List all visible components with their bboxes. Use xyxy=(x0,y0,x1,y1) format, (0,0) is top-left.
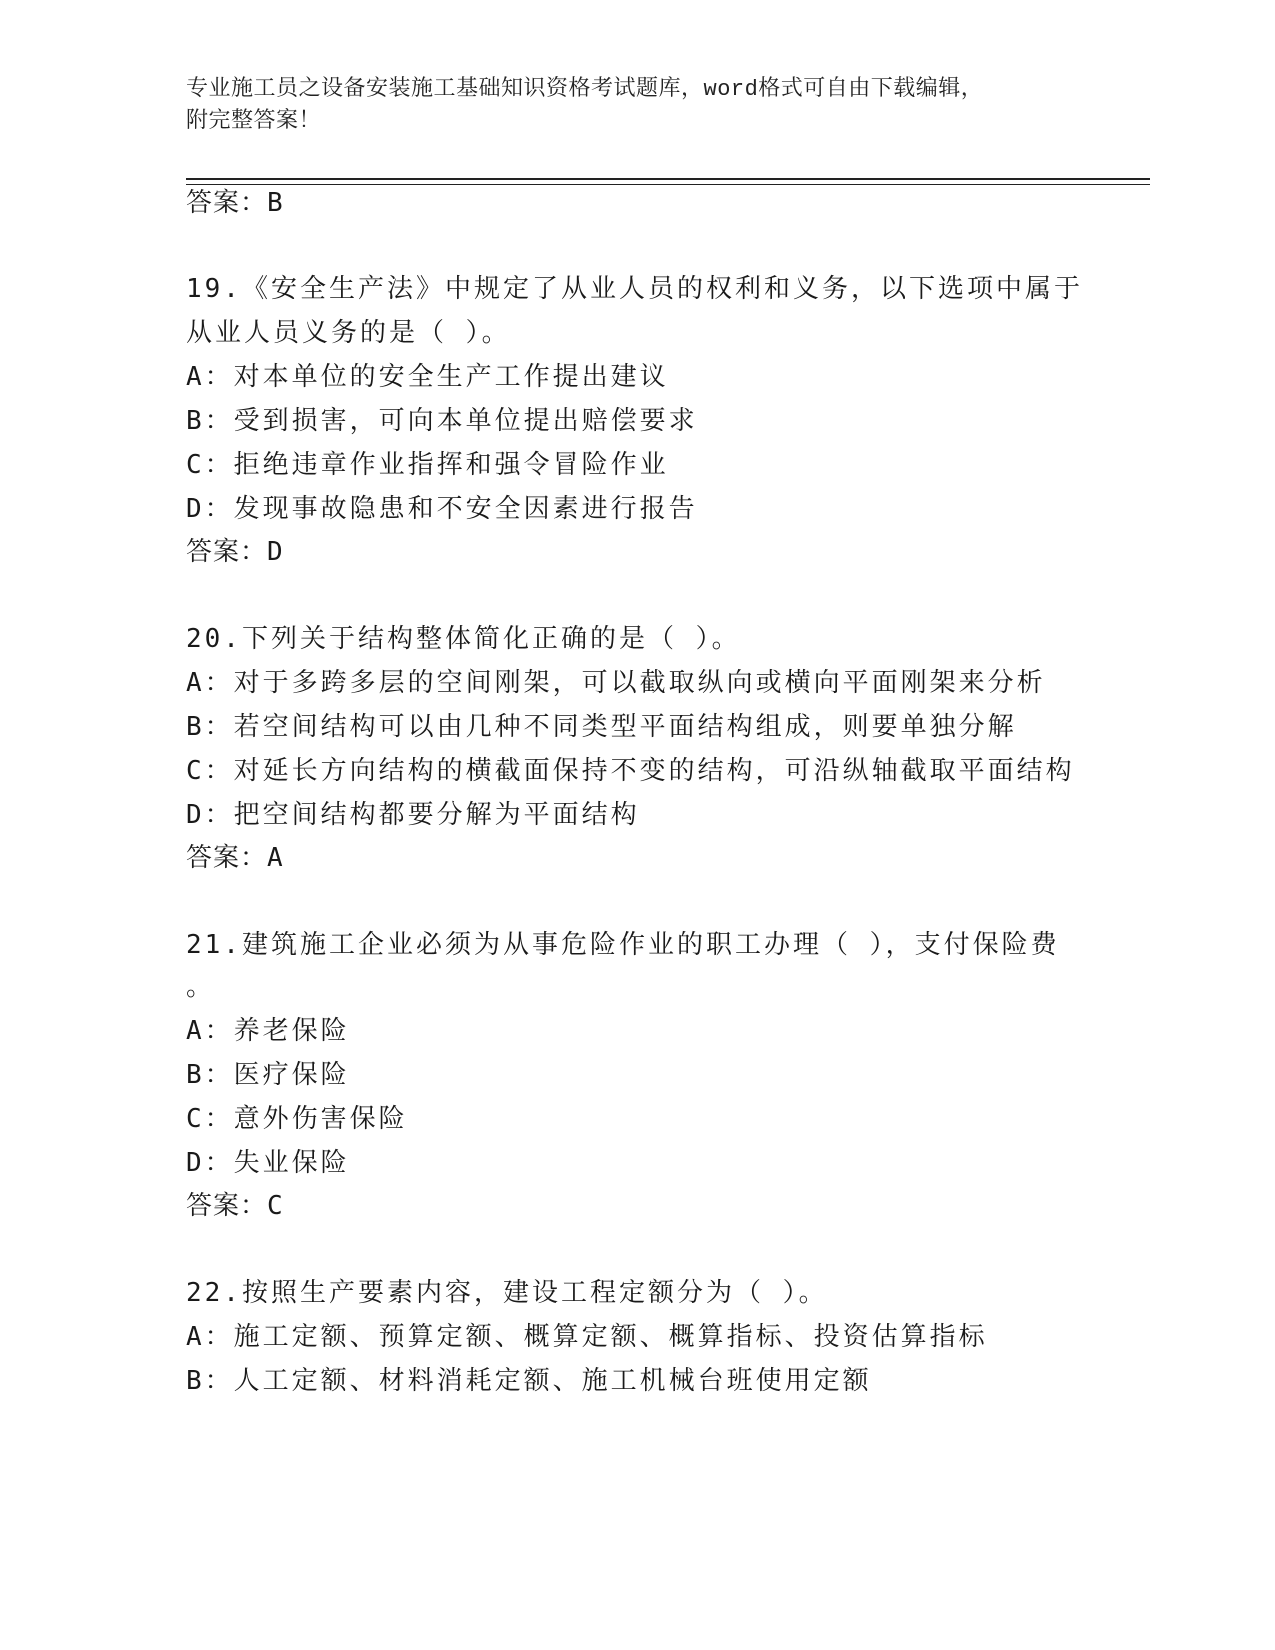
q19-option-c: C：拒绝违章作业指挥和强令冒险作业 xyxy=(186,450,669,480)
q20-option-d: D：把空间结构都要分解为平面结构 xyxy=(186,800,640,830)
q21-stem-line-2: 。 xyxy=(186,972,216,1002)
q21-option-c: C：意外伤害保险 xyxy=(186,1104,408,1134)
q19-option-d: D：发现事故隐患和不安全因素进行报告 xyxy=(186,494,698,524)
header-divider-thin xyxy=(186,184,1150,185)
document-header xyxy=(186,74,1086,138)
q19-answer: 答案：D xyxy=(186,537,284,567)
q20-option-c: C：对延长方向结构的横截面保持不变的结构，可沿纵轴截取平面结构 xyxy=(186,756,1075,786)
header-line-1: 专业施工员之设备安装施工基础知识资格考试题库，word格式可自由下载编辑， xyxy=(186,77,984,102)
q21-answer: 答案：C xyxy=(186,1191,284,1221)
q22-option-b: B：人工定额、材料消耗定额、施工机械台班使用定额 xyxy=(186,1366,872,1396)
header-divider-thick xyxy=(186,178,1150,180)
q21-stem-line-1: 21.建筑施工企业必须为从事危险作业的职工办理（ ），支付保险费 xyxy=(186,930,1060,960)
header-line-2: 附完整答案！ xyxy=(186,109,322,134)
q19-stem-line-1: 19.《安全生产法》中规定了从业人员的权利和义务，以下选项中属于 xyxy=(186,274,1083,304)
q20-option-a: A：对于多跨多层的空间刚架，可以截取纵向或横向平面刚架来分析 xyxy=(186,668,1046,698)
q21-option-b: B：医疗保险 xyxy=(186,1060,350,1090)
q19-option-b: B：受到损害，可向本单位提出赔偿要求 xyxy=(186,406,698,436)
q20-option-b: B：若空间结构可以由几种不同类型平面结构组成，则要单独分解 xyxy=(186,712,1017,742)
q22-option-a: A：施工定额、预算定额、概算定额、概算指标、投资估算指标 xyxy=(186,1322,988,1352)
q19-option-a: A：对本单位的安全生产工作提出建议 xyxy=(186,362,669,392)
q20-stem-line-1: 20.下列关于结构整体简化正确的是（ ）。 xyxy=(186,624,741,654)
q19-stem-line-2: 从业人员义务的是（ ）。 xyxy=(186,318,511,348)
answer-previous: 答案：B xyxy=(186,188,284,218)
q21-option-a: A：养老保险 xyxy=(186,1016,350,1046)
q21-option-d: D：失业保险 xyxy=(186,1148,350,1178)
q20-answer: 答案：A xyxy=(186,843,284,873)
q22-stem-line-1: 22.按照生产要素内容，建设工程定额分为（ ）。 xyxy=(186,1278,828,1308)
